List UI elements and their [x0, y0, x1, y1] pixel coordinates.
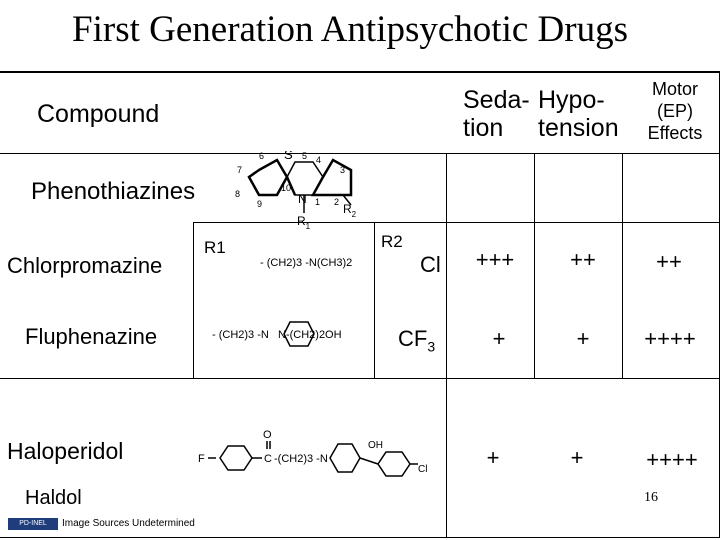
haloperidol-structure — [196, 424, 432, 480]
row-name: Fluphenazine — [25, 324, 158, 349]
motor-value: ++ — [656, 249, 682, 274]
slide-title: First Generation Antipsychotic Drugs — [72, 9, 628, 50]
sedation-value: + — [486, 445, 500, 470]
compound-header: Compound — [37, 100, 160, 128]
ring-label: 8 — [235, 189, 241, 199]
ring-label: 2 — [334, 197, 340, 207]
hypotension-header: Hypo- tension — [538, 86, 619, 142]
ring-label: 7 — [237, 165, 243, 175]
svg-text:- (CH2)3 -N N-(CH2)2OH: - (CH2)3 -N N-(CH2)2OH — [212, 329, 342, 341]
sedation-value: + — [492, 326, 506, 351]
hypotension-value: ++ — [570, 247, 596, 272]
svg-text:Cl: Cl — [418, 464, 428, 475]
ring-label: 6 — [259, 151, 265, 161]
hypotension-value: + — [570, 445, 584, 470]
svg-text:F: F — [198, 453, 205, 465]
group-label: Phenothiazines — [31, 178, 196, 205]
motor-header: Motor (EP) Effects — [647, 79, 703, 143]
col-divider-sedation — [446, 153, 447, 537]
ring-r2-sub: 2 — [351, 210, 357, 219]
ring-label: N — [298, 192, 307, 206]
r2-column-label: R2 — [381, 232, 403, 251]
ring-label: 9 — [257, 199, 263, 209]
ring-label: 3 — [340, 165, 346, 175]
phenothiazine-bottom-border — [0, 378, 720, 379]
r1-column-label: R1 — [204, 238, 226, 257]
ring-r2: R — [343, 202, 352, 216]
svg-text:R2 — [343, 202, 357, 219]
ring-label: 4 — [316, 155, 322, 165]
page-number: 16 — [644, 490, 658, 505]
svg-text:O: O — [263, 429, 272, 441]
row-r2: $CF_3$ — [398, 326, 436, 355]
row-name: Haloperidol — [7, 438, 124, 464]
svg-text:-(CH2)3 -N: -(CH2)3 -N — [274, 453, 328, 465]
ring-r1: R — [297, 214, 306, 228]
ring-label: 1 — [315, 197, 321, 207]
ring-label: 10 — [281, 183, 292, 193]
phenothiazine-structure — [233, 151, 373, 231]
image-credit: Image Sources Undetermined — [62, 518, 195, 529]
chlorpromazine-r1-structure — [258, 250, 362, 274]
sedation-value: +++ — [475, 247, 515, 272]
brand-name: Haldol — [25, 487, 82, 509]
sedation-header: Seda- tion — [463, 86, 530, 142]
motor-value: ++++ — [646, 447, 698, 472]
col-divider-structure — [374, 222, 375, 379]
hypotension-value: + — [576, 326, 590, 351]
table-bottom-border — [0, 537, 720, 538]
table-top-border — [0, 71, 720, 73]
col-divider-r1 — [193, 222, 194, 379]
svg-text:C: C — [264, 453, 272, 465]
license-badge: PD-INEL — [8, 518, 58, 530]
motor-value: ++++ — [644, 326, 696, 351]
svg-text:R1 — [297, 214, 311, 231]
ring-r1-sub: 1 — [305, 222, 311, 231]
row-r2: Cl — [420, 252, 441, 277]
fluphenazine-r1-structure — [212, 316, 368, 352]
col-divider-motor — [622, 153, 623, 379]
ring-label: S — [284, 151, 293, 162]
row-name: Chlorpromazine — [7, 253, 163, 278]
svg-text:- (CH2)3 -N(CH3)2: - (CH2)3 -N(CH3)2 — [260, 257, 353, 269]
ring-label: 5 — [302, 151, 308, 161]
svg-text:OH: OH — [368, 440, 383, 451]
col-divider-hypotension — [534, 153, 535, 379]
